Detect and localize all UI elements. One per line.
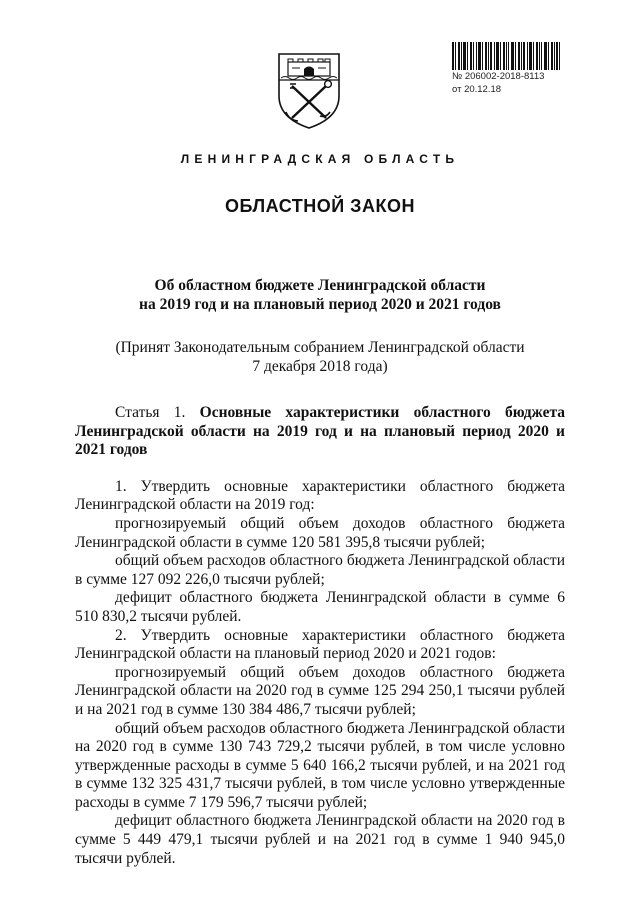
paragraph: дефицит областного бюджета Ленинградской области на 2020 год в сумме 5 449 479,1 тысячи рублей и на 2021 год в сумме 1 940 945,0 тысячи рублей. — [75, 812, 565, 867]
law-body — [75, 404, 565, 868]
registration-number: № 206002-2018-8113 — [452, 71, 545, 82]
paragraph: прогнозируемый общий объем доходов областного бюджета Ленинградской области на 2020 год в сумме 125 294 250,1 тысячи рублей и на 2021 год в сумме 130 384 486,7 тысячи рублей; — [75, 663, 565, 718]
paragraph: 2. Утвердить основные характеристики областного бюджета Ленинградской области на плановый период 2020 и 2021 годов: — [75, 626, 565, 663]
law-title — [0, 276, 640, 314]
article-heading — [75, 404, 565, 460]
barcode-icon — [452, 42, 560, 70]
adoption-note-line: (Принят Законодательным собранием Ленинградской области — [115, 339, 525, 356]
law-title-line: на 2019 год и на плановый период 2020 и 2021 годов — [139, 296, 501, 313]
paragraph: общий объем расходов областного бюджета Ленинградской области на 2020 год в сумме 130 743 729,2 тысячи рублей, в том числе условно утвержденные расходы в сумме 5 640 166,2 тысячи рублей, и на 2021 год в сумме 132 325 431,7 тысячи рублей, в том числе условно утвержденные расходы в сумме 7 179 596,7 тысячи рублей; — [75, 719, 565, 811]
law-title-line: Об областном бюджете Ленинградской области — [154, 277, 486, 294]
document-type: ОБЛАСТНОЙ ЗАКОН — [225, 196, 415, 216]
article-title: Основные характеристики областного бюджета Ленинградской области на 2019 год и на плановый период 2020 и 2021 годов — [75, 404, 565, 459]
region-name: ЛЕНИНГРАДСКАЯ ОБЛАСТЬ — [180, 152, 460, 166]
paragraph: 1. Утвердить основные характеристики областного бюджета Ленинградской области на 2019 год: — [75, 477, 565, 514]
adoption-note — [0, 338, 640, 376]
adoption-note-line: 7 декабря 2018 года) — [252, 358, 388, 375]
coat-of-arms-icon — [276, 50, 342, 130]
registration-block — [452, 42, 562, 96]
article-label: Статья 1. — [115, 404, 186, 421]
registration-date: от 20.12.18 — [452, 84, 502, 95]
paragraph: дефицит областного бюджета Ленинградской области в сумме 6 510 830,2 тысячи рублей. — [75, 589, 565, 625]
paragraph: прогнозируемый общий объем доходов областного бюджета Ленинградской области в сумме 120 581 395,8 тысячи рублей; — [75, 514, 565, 551]
paragraph: общий объем расходов областного бюджета Ленинградской области в сумме 127 092 226,0 тысячи рублей; — [75, 552, 565, 588]
